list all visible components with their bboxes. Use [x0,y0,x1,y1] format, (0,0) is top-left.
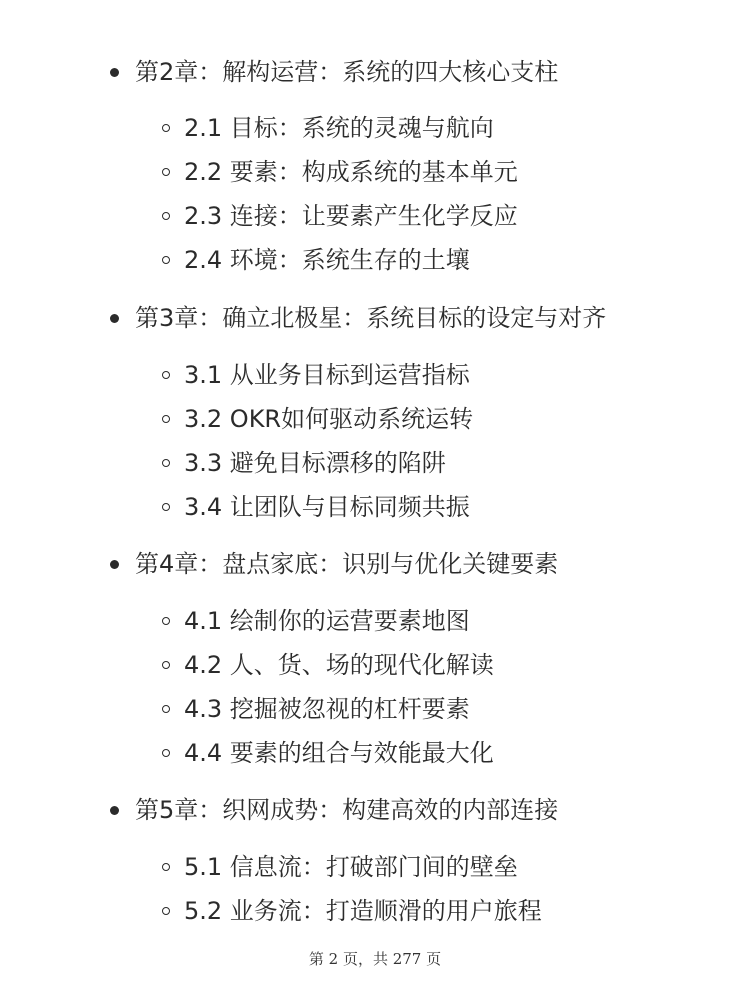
chapter-title: 第4章：盘点家底：识别与优化关键要素 [135,550,559,578]
section-title: 5.1 信息流：打破部门间的壁垒 [184,853,518,881]
bullet-circle-icon [162,705,170,713]
bullet-circle-icon [162,863,170,871]
section-title: 4.4 要素的组合与效能最大化 [184,739,494,767]
bullet-circle-icon [162,212,170,220]
section-title: 2.2 要素：构成系统的基本单元 [184,158,518,186]
toc-section-3-2 [162,399,473,439]
bullet-dot-icon [110,806,119,815]
bullet-circle-icon [162,168,170,176]
section-title: 4.3 挖掘被忽视的杠杆要素 [184,695,470,723]
bullet-dot-icon [110,560,119,569]
bullet-circle-icon [162,661,170,669]
bullet-circle-icon [162,617,170,625]
bullet-dot-icon [110,68,119,77]
bullet-circle-icon [162,124,170,132]
toc-section-3-3 [162,443,446,483]
section-title: 2.3 连接：让要素产生化学反应 [184,202,518,230]
toc-chapter-2 [110,52,558,92]
page-number-footer: 第 2 页，共 277 页 [308,950,442,968]
section-title: 3.1 从业务目标到运营指标 [184,361,470,389]
section-title: 3.3 避免目标漂移的陷阱 [184,449,446,477]
bullet-circle-icon [162,907,170,915]
bullet-circle-icon [162,256,170,264]
toc-section-4-3 [162,689,470,729]
section-title: 2.1 目标：系统的灵魂与航向 [184,114,494,142]
chapter-title: 第5章：织网成势：构建高效的内部连接 [135,796,559,824]
toc-section-5-1 [162,847,518,887]
section-title: 4.2 人、货、场的现代化解读 [184,651,494,679]
chapter-title: 第3章：确立北极星：系统目标的设定与对齐 [135,304,607,332]
toc-section-2-4 [162,240,470,280]
toc-chapter-4 [110,544,558,584]
bullet-circle-icon [162,749,170,757]
toc-section-3-1 [162,355,470,395]
toc-section-2-2 [162,152,518,192]
toc-section-2-1 [162,108,494,148]
toc-section-4-1 [162,601,470,641]
toc-chapter-5 [110,790,558,830]
bullet-dot-icon [110,314,119,323]
chapter-title: 第2章：解构运营：系统的四大核心支柱 [135,58,559,86]
toc-chapter-3 [110,298,606,338]
section-title: 3.2 OKR如何驱动系统运转 [184,405,474,433]
section-title: 3.4 让团队与目标同频共振 [184,493,470,521]
toc-section-5-2 [162,891,542,931]
toc-section-4-2 [162,645,494,685]
toc-section-2-3 [162,196,518,236]
toc-section-4-4 [162,733,494,773]
section-title: 5.2 业务流：打造顺滑的用户旅程 [184,897,542,925]
section-title: 4.1 绘制你的运营要素地图 [184,607,470,635]
bullet-circle-icon [162,415,170,423]
section-title: 2.4 环境：系统生存的土壤 [184,246,470,274]
bullet-circle-icon [162,371,170,379]
bullet-circle-icon [162,459,170,467]
bullet-circle-icon [162,503,170,511]
toc-section-3-4 [162,487,470,527]
